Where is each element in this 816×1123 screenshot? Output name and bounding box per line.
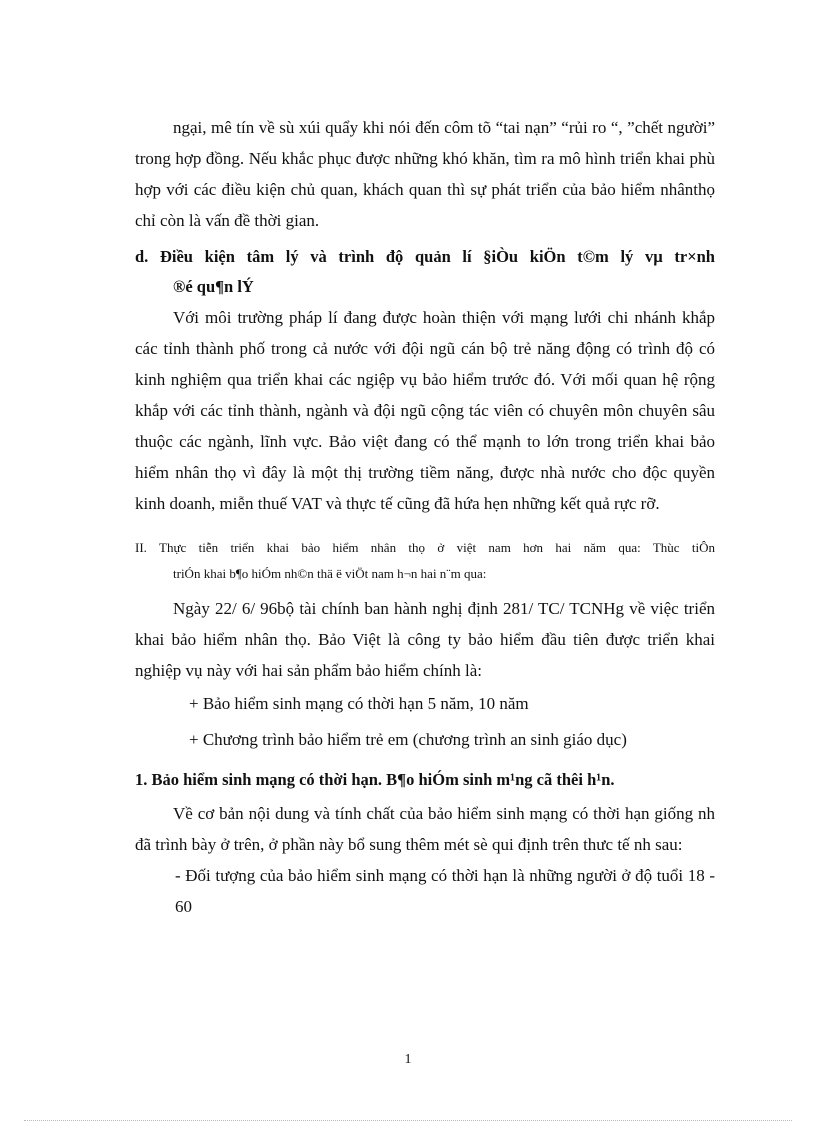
page-number: 1 (404, 1052, 412, 1067)
document-page (135, 112, 715, 922)
footer-divider (24, 1120, 792, 1121)
section-heading-d: d. Điều kiện tâm lý và trình độ quản lí §iÒu kiÖn t©m lý vµ tr×nh (135, 247, 715, 266)
section-heading-1: 1. Bảo hiểm sinh mạng có thời hạn. B¶o hiÓm sinh m¹ng cã thêi h¹n. (135, 770, 615, 789)
paragraph-basics: Về cơ bản nội dung và tính chất của bảo hiểm sinh mạng có thời hạn giống nh đã trình bày ở trên, ở phần này bổ sung thêm mét sè qui định trên thưc tế nh sau: (135, 804, 715, 854)
section-heading-ii-continuation: triÓn khai b¶o hiÓm nh©n thä ë viÖt nam h¬n hai n¨m qua: (173, 566, 487, 581)
section-heading-ii: II. Thực tiễn triển khai bảo hiểm nhân thọ ở việt nam hơn hai năm qua: Thùc tiÔn (135, 540, 715, 555)
paragraph-decree: Ngày 22/ 6/ 96bộ tài chính ban hành nghị định 281/ TC/ TCNHg về việc triển khai bảo hiểm nhân thọ. Bảo Việt là công ty bảo hiểm đầu tiên được triển khai nghiệp vụ này với hai sản phẩm bảo hiểm chính là: (135, 599, 715, 680)
paragraph-conditions: Với môi trường pháp lí đang được hoàn thiện với mạng lưới chi nhánh khắp các tỉnh thành phố trong cả nước với đội ngũ cán bộ trẻ năng động có trình độ có kinh nghiệm qua triển khai các ngiệp vụ bảo hiểm trước đó. Với mối quan hệ rộng khắp với các tỉnh thành, ngành và đội ngũ cộng tác viên có chuyên môn chuyên sâu thuộc các ngành, lĩnh vực. Bảo việt đang có thể mạnh to lớn trong triển khai bảo hiểm nhân thọ vì đây là một thị trường tiềm năng, được nhà nước cho độc quyền kinh doanh, miễn thuế VAT và thực tế cũng đã hứa hẹn những kết quả rực rỡ. (135, 308, 715, 513)
paragraph-conclusion: ngại, mê tín về sù xúi quẩy khi nói đến côm tõ “tai nạn” “rủi ro “, ”chết người” trong hợp đồng. Nếu khắc phục được những khó khăn, tìm ra mô hình triển khai phù hợp với các điều kiện chủ quan, khách quan thì sự phát triển của bảo hiểm nhânthọ chỉ còn là vấn đề thời gian. (135, 118, 715, 230)
paragraph-subject: - Đối tượng của bảo hiểm sinh mạng có thời hạn là những người ở độ tuổi 18 - 60 (175, 866, 715, 916)
list-item: + Chương trình bảo hiểm trẻ em (chương trình an sinh giáo dục) (189, 730, 627, 749)
section-heading-d-continuation: ®é qu¶n lÝ (173, 277, 254, 296)
list-item: + Bảo hiểm sinh mạng có thời hạn 5 năm, 10 năm (189, 694, 529, 713)
